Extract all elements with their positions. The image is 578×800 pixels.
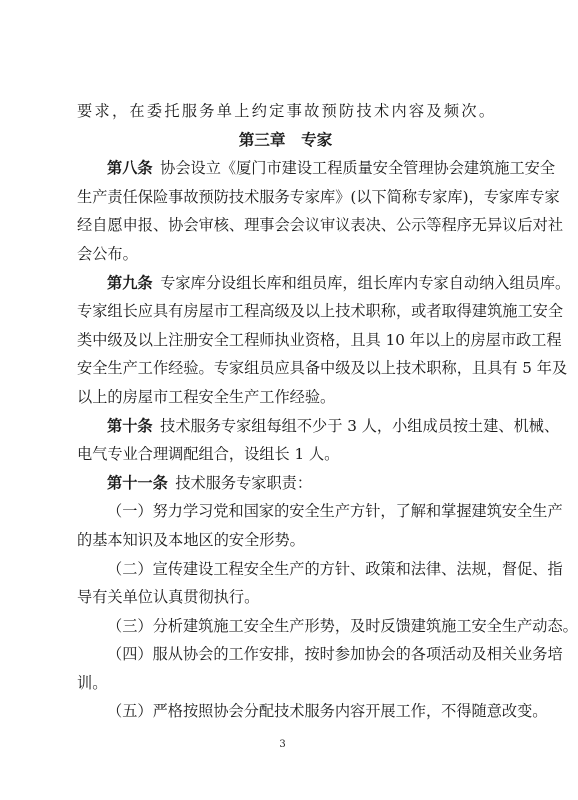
list-item-line: （三）分析建筑施工安全生产形势，及时反馈建筑施工安全生产动态。 (107, 616, 578, 635)
paragraph-line: 专家组长应具有房屋市工程高级及以上技术职称，或者取得建筑施工安全 (77, 302, 563, 321)
paragraph-line: 生产责任保险事故预防技术服务专家库》(以下简称专家库)，专家库专家 (77, 187, 560, 206)
paragraph-line: 导有关单位认真贯彻执行。 (77, 588, 260, 607)
paragraph-line: 的基本知识及本地区的安全形势。 (77, 530, 305, 549)
list-item-line: （五）严格按照协会分配技术服务内容开展工作，不得随意改变。 (107, 702, 548, 721)
paragraph-line: 训。 (77, 673, 108, 692)
article-text: 技术服务专家组每组不少于 3 人，小组成员按土建、机械、 (160, 416, 560, 435)
article-number: 第十条 (107, 416, 153, 435)
article-text: 专家库分设组长库和组员库，组长库内专家自动纳入组员库。 (160, 273, 571, 292)
article-number: 第十一条 (107, 473, 168, 492)
list-item-line: （四）服从协会的工作安排，按时参加协会的各项活动及相关业务培 (107, 645, 563, 664)
paragraph-line: 电气专业合理调配组合，设组长 1 人。 (77, 445, 340, 464)
article-8-line (77, 154, 556, 183)
article-text: 技术服务专家职责： (175, 473, 313, 492)
article-number: 第九条 (107, 273, 153, 292)
article-9-line (77, 269, 571, 298)
paragraph-line: 经自愿申报、协会审核、理事会会议审议表决、公示等程序无异议后对社 (77, 216, 563, 235)
paragraph-line: 要求，在委托服务单上约定事故预防技术内容及频次。 (77, 102, 494, 120)
article-text: 协会设立《厦门市建设工程质量安全管理协会建筑施工安全 (160, 159, 556, 178)
paragraph-line: 会公布。 (77, 244, 138, 263)
page-number: 3 (279, 739, 286, 750)
article-10-line (77, 412, 560, 441)
list-item-line: （一）努力学习党和国家的安全生产方针，了解和掌握建筑安全生产 (107, 502, 563, 521)
paragraph-line: 类中级及以上注册安全工程师执业资格，且具 10 年以上的房屋市政工程 (77, 330, 562, 349)
list-item-line: （二）宣传建设工程安全生产的方针、政策和法律、法规，督促、指 (107, 559, 563, 578)
article-11-line (77, 469, 494, 498)
article-number: 第八条 (107, 159, 153, 178)
paragraph-line: 以上的房屋市工程安全生产工作经验。 (77, 387, 336, 406)
paragraph-line: 安全生产工作经验。专家组员应具备中级及以上技术职称，且具有 5 年及 (77, 359, 568, 378)
document-body (77, 97, 578, 726)
chapter-heading: 第三章 专家 (238, 130, 333, 149)
